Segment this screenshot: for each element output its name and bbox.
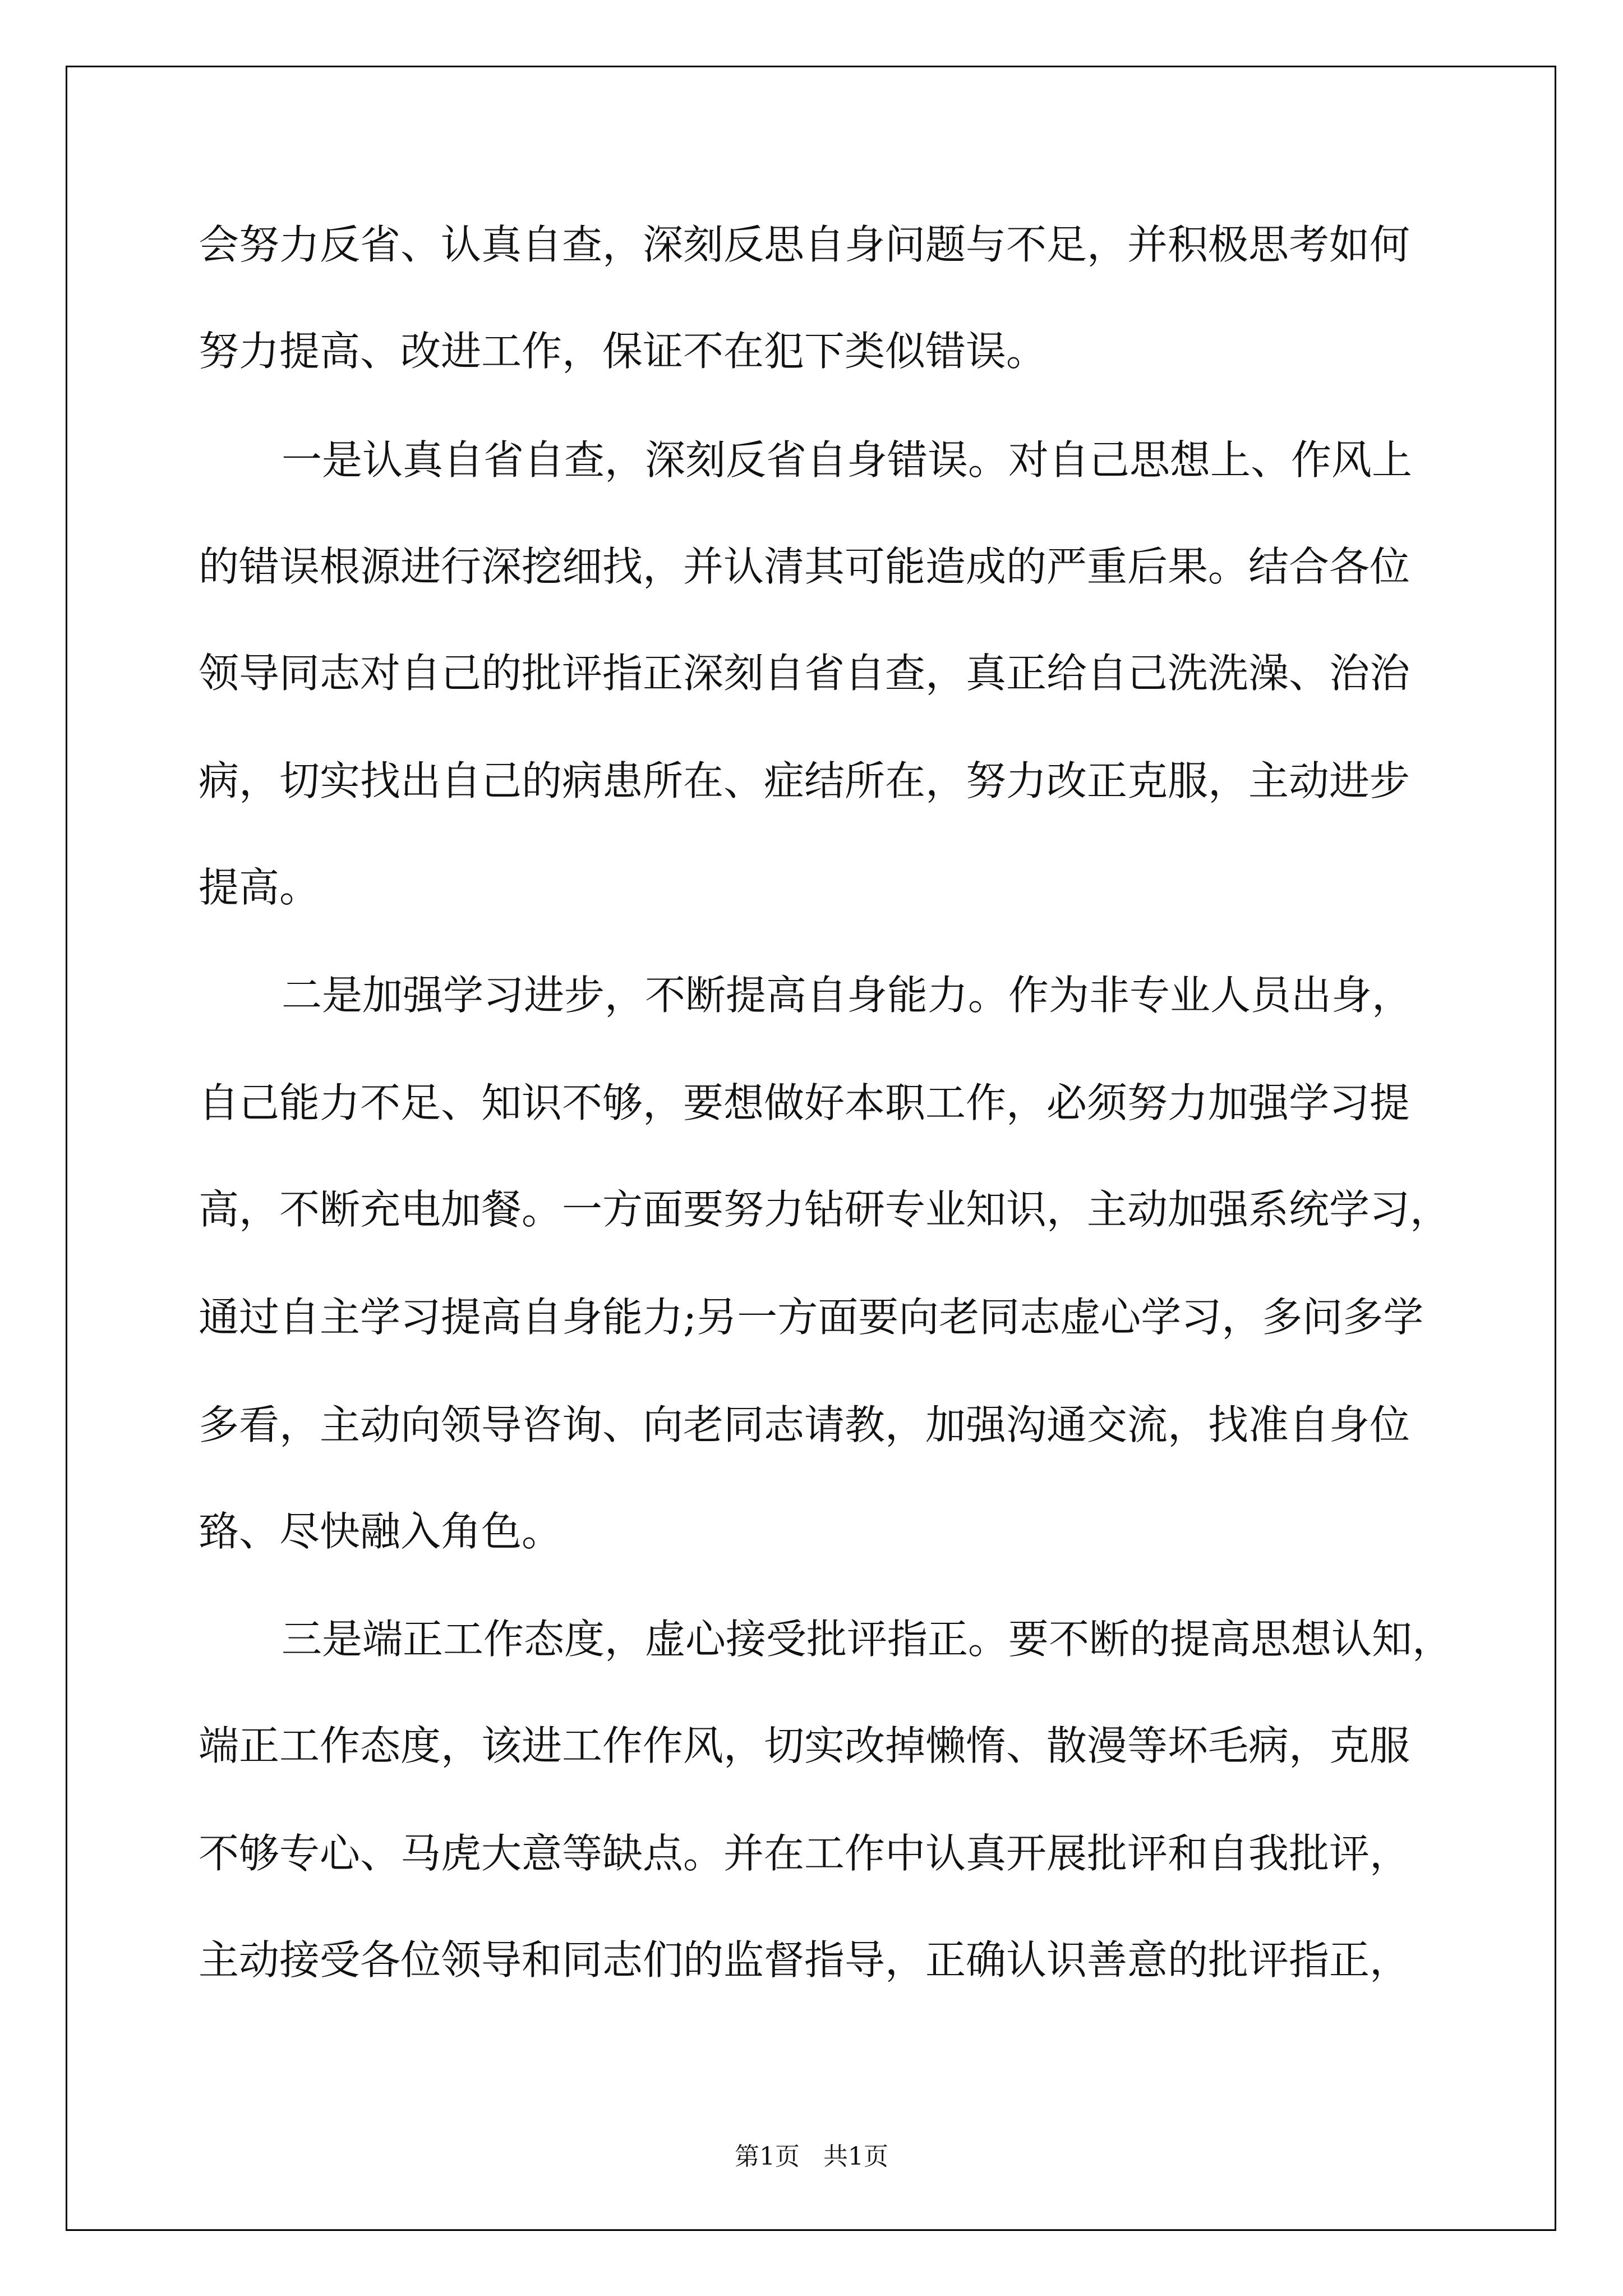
page-footer <box>0 2136 1623 2172</box>
page-border <box>66 66 1556 2231</box>
paragraph-4-line-2: 端正工作态度，该进工作作风，切实改掉懒惰、散漫等坏毛病，克服 <box>199 1722 1410 1769</box>
paragraph-2-line-2: 的错误根源进行深挖细找，并认清其可能造成的严重后果。结合各位 <box>199 543 1410 590</box>
paragraph-2-line-3: 领导同志对自己的批评指正深刻自省自查，真正给自己洗洗澡、治治 <box>199 650 1410 697</box>
paragraph-3-line-5: 多看，主动向领导咨询、向老同志请教，加强沟通交流，找准自身位 <box>199 1401 1410 1448</box>
page-total: 共1页 <box>823 2142 888 2171</box>
paragraph-4-line-1: 三是端正工作态度，虚心接受批评指正。要不断的提高思想认知， <box>282 1616 1453 1663</box>
paragraph-2-line-5: 提高。 <box>199 864 320 911</box>
paragraph-3-line-4: 通过自主学习提高自身能力;另一方面要向老同志虚心学习，多问多学 <box>199 1294 1424 1341</box>
paragraph-2-line-1: 一是认真自省自查，深刻反省自身错误。对自己思想上、作风上 <box>282 436 1413 484</box>
paragraph-3-line-6: 臵、尽快融入角色。 <box>199 1508 562 1555</box>
paragraph-3-line-2: 自己能力不足、知识不够，要想做好本职工作，必须努力加强学习提 <box>199 1079 1410 1126</box>
page-number: 第1页 <box>735 2142 800 2171</box>
paragraph-2-line-4: 病，切实找出自己的病患所在、症结所在，努力改正克服，主动进步 <box>199 757 1410 804</box>
paragraph-4-line-4: 主动接受各位领导和同志们的监督指导，正确认识善意的批评指正， <box>199 1936 1410 1984</box>
paragraph-3-line-1: 二是加强学习进步，不断提高自身能力。作为非专业人员出身， <box>282 972 1413 1019</box>
paragraph-3-line-3: 高，不断充电加餐。一方面要努力钻研专业知识，主动加强系统学习， <box>199 1186 1451 1233</box>
paragraph-1-line-2: 努力提高、改进工作，保证不在犯下类似错误。 <box>199 328 1047 375</box>
paragraph-4-line-3: 不够专心、马虎大意等缺点。并在工作中认真开展批评和自我批评， <box>199 1830 1410 1877</box>
paragraph-1-line-1: 会努力反省、认真自查，深刻反思自身问题与不足，并积极思考如何 <box>199 221 1410 268</box>
